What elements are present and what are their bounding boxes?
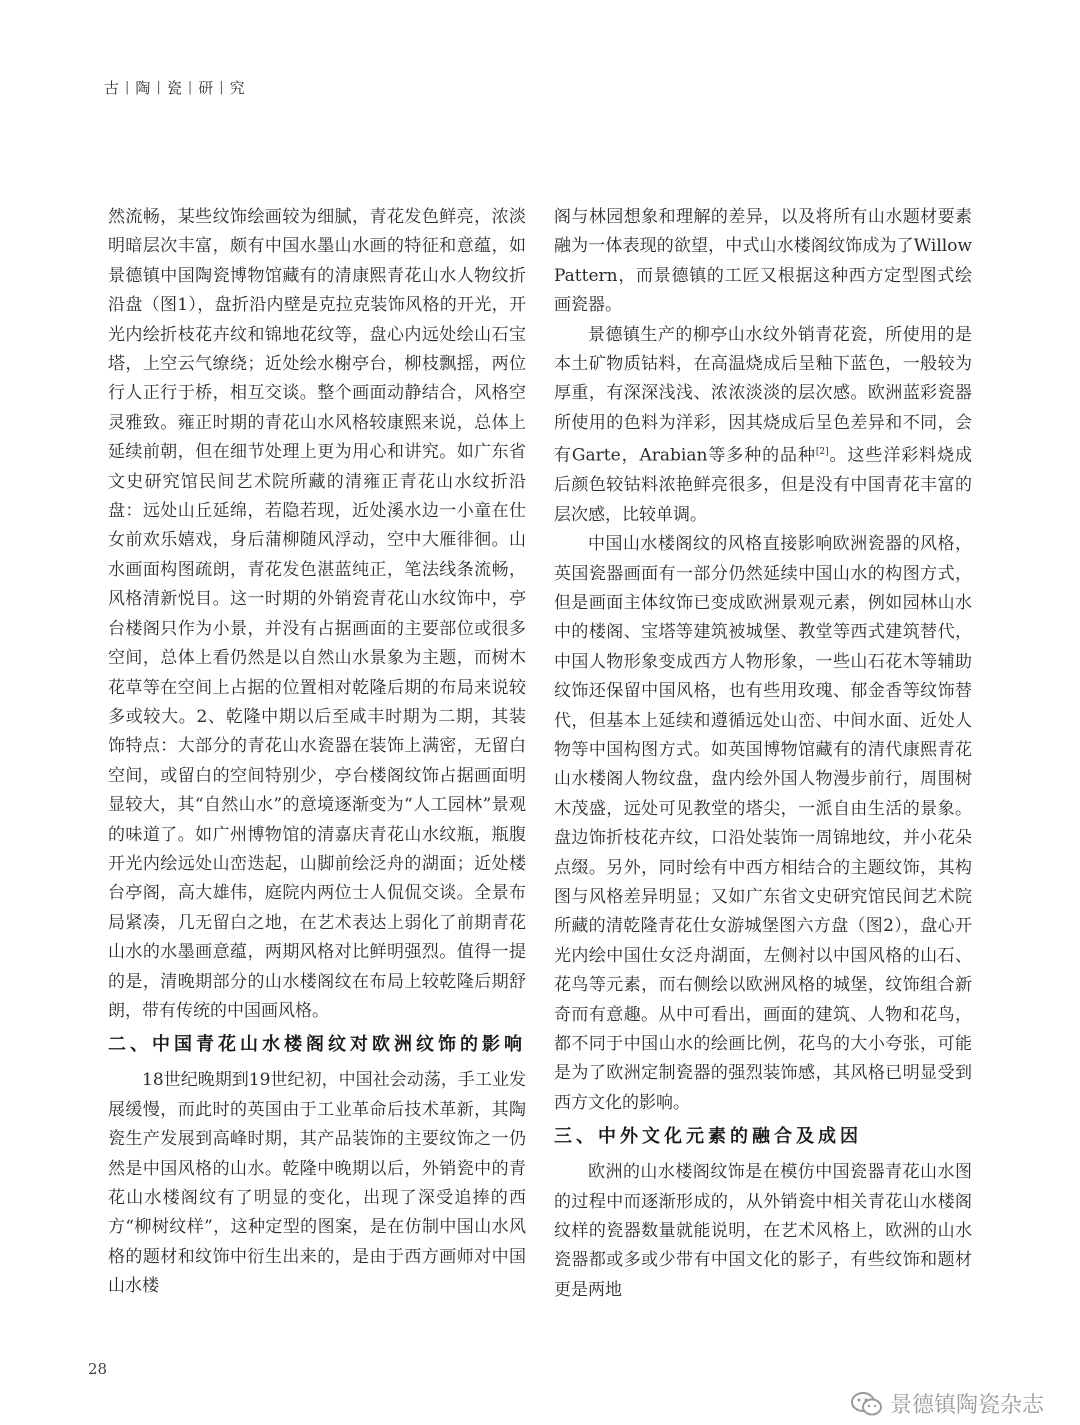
wechat-icon (850, 1390, 884, 1418)
paragraph: 然流畅，某些纹饰绘画较为细腻，青花发色鲜亮，浓淡明暗层次丰富，颇有中国水墨山水画的特征和意蕴，如景德镇中国陶瓷博物馆藏有的清康熙青花山水人物纹折沿盘（图1），盘折沿内壁是克拉克装饰风格的开光，开光内绘折枝花卉纹和锦地花纹等，盘心内远处绘山石宝塔，上空云气缭绕；近处绘水榭亭台，柳枝飘摇，两位行人正行于桥，相互交谈。整个画面动静结合，风格空灵雅致。雍正时期的青花山水风格较康熙来说，总体上延续前朝，但在细节处理上更为用心和讲究。如广东省文史研究馆民间艺术院所藏的清雍正青花山水纹折沿盘：远处山丘延绵，若隐若现，近处溪水边一小童在仕女前欢乐嬉戏，身后蒲柳随风浮动，空中大雁徘徊。山水画面构图疏朗，青花发色湛蓝纯正，笔法线条流畅，风格清新悦目。这一时期的外销瓷青花山水纹饰中，亭台楼阁只作为小景，并没有占据画面的主要部位或很多空间，总体上看仍然是以自然山水景象为主题，而树木花草等在空间上占据的位置相对乾隆后期的布局来说较多或较大。2、乾隆中期以后至咸丰时期为二期，其装饰特点：大部分的青花山水瓷器在装饰上满密，无留白空间，或留白的空间特别少，亭台楼阁纹饰占据画面明显较大，其“自然山水”的意境逐渐变为“人工园林”景观的味道了。如广州博物馆的清嘉庆青花山水纹瓶，瓶腹开光内绘远处山峦迭起，山脚前绘泛舟的湖面；近处楼台亭阁，高大雄伟，庭院内两位士人侃侃交谈。全景布局紧凑，几无留白之地，在艺术表达上弱化了前期青花山水的水墨画意蕴，两期风格对比鲜明强烈。值得一提的是，清晚期部分的山水楼阁纹在布局上较乾隆后期舒朗，带有传统的中国画风格。 (108, 207, 526, 1021)
section-heading: 三、中外文化元素的融合及成因 (554, 1126, 862, 1148)
header-char: 古 (104, 79, 121, 97)
page-number: 28 (88, 1360, 108, 1378)
header-char: 瓷 (166, 79, 183, 97)
header-char: 研 (198, 79, 215, 97)
right-column (554, 203, 972, 1305)
left-column (108, 203, 526, 1302)
paragraph: 阁与林园想象和理解的差异，以及将所有山水题材要素融为一体表现的欲望，中式山水楼阁纹饰成为了Willow Pattern，而景德镇的工匠又根据这种西方定型图式绘画瓷器。 (554, 207, 972, 316)
footnote-ref: [2] (815, 447, 829, 458)
paragraph: 中国山水楼阁纹的风格直接影响欧洲瓷器的风格，英国瓷器画面有一部分仍然延续中国山水的构图方式，但是画面主体纹饰已变成欧洲景观元素，例如园林山水中的楼阁、宝塔等建筑被城堡、教堂等西式建筑替代，中国人物形象变成西方人物形象，一些山石花木等辅助纹饰还保留中国风格，也有些用玫瑰、郁金香等纹饰替代，但基本上延续和遵循远处山峦、中间水面、近处人物等中国构图方式。如英国博物馆藏有的清代康熙青花山水楼阁人物纹盘，盘内绘外国人物漫步前行，周围树木茂盛，远处可见教堂的塔尖，一派自由生活的景象。盘边饰折枝花卉纹，口沿处装饰一周锦地纹，并小花朵点缀。另外，同时绘有中西方相结合的主题纹饰，其构图与风格差异明显；又如广东省文史研究馆民间艺术院所藏的清乾隆青花仕女游城堡图六方盘（图2），盘心开光内绘中国仕女泛舟湖面，左侧衬以中国风格的山石、花鸟等元素，而右侧绘以欧洲风格的城堡，纹饰组合新奇而有意趣。从中可看出，画面的建筑、人物和花鸟，都不同于中国山水的绘画比例，花鸟的大小夸张，可能是为了欧洲定制瓷器的强烈装饰感，其风格已明显受到西方文化的影响。 (554, 534, 972, 1113)
header-char: 陶 (135, 79, 152, 97)
paragraph (554, 321, 972, 531)
paragraph-text: 。这些洋彩料烧成后颜色较钴料浓艳鲜亮很多，但是没有中国青花丰富的层次感，比较单调。 (554, 445, 973, 525)
paragraph-text: 景德镇生产的柳亭山水纹外销青花瓷，所使用的是本土矿物质钴料，在高温烧成后呈釉下蓝色，一般较为厚重，有深深浅浅、浓浓淡淡的层次感。欧洲蓝彩瓷器所使用的色料为洋彩，因其烧成后呈色差异和不同，会有Garte，Arabian等多种的品种 (554, 324, 972, 466)
running-head: 古 | 陶 | 瓷 | 研 | 究 (104, 79, 246, 97)
section-heading: 二、中国青花山水楼阁纹对欧洲纹饰的影响 (108, 1034, 526, 1056)
paragraph: 18世纪晚期到19世纪初，中国社会动荡，手工业发展缓慢，而此时的英国由于工业革命后技术革新，其陶瓷生产发展到高峰时期，其产品装饰的主要纹饰之一仍然是中国风格的山水。乾隆中晚期以后，外销瓷中的青花山水楼阁纹有了明显的变化，出现了深受追捧的西方“柳树纹样”，这种定型的图案，是在仿制中国山水风格的题材和纹饰中衍生出来的，是由于西方画师对中国山水楼 (108, 1070, 526, 1297)
watermark-text: 景德镇陶瓷杂志 (889, 1393, 1044, 1418)
header-char: 究 (229, 79, 246, 97)
paragraph: 欧洲的山水楼阁纹饰是在模仿中国瓷器青花山水图的过程中而逐渐形成的，从外销瓷中相关青花山水楼阁纹样的瓷器数量就能说明，在艺术风格上，欧洲的山水瓷器都或多或少带有中国文化的影子，有些纹饰和题材更是两地 (554, 1162, 972, 1300)
watermark (850, 1388, 1044, 1419)
